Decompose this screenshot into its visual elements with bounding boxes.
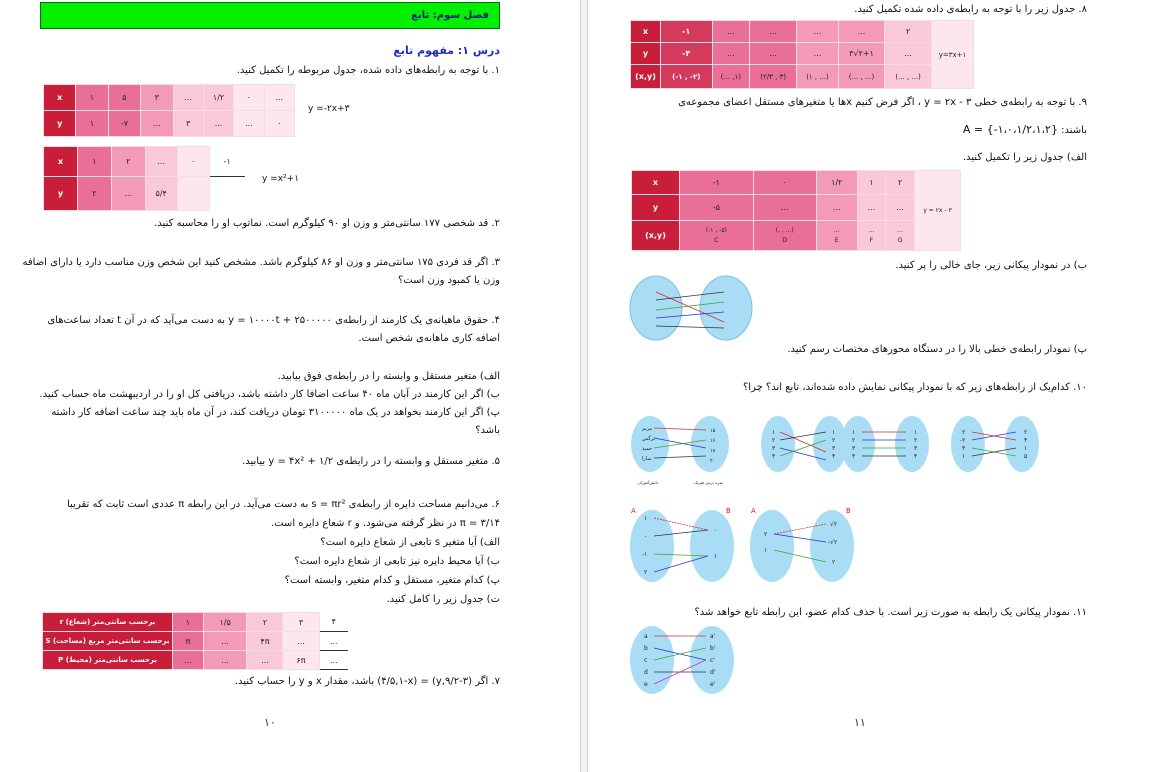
lesson-title: درس ۱: مفهوم تابع [393,44,500,57]
diagram-label: ۴ [772,453,776,460]
table-cell: ۱ [76,111,108,137]
table-cell: -۱ [209,147,245,177]
question-11: ۱۱. نمودار پیکانی یک رابطه به صورت زیر است. با حذف کدام عضو، این رابطه تابع خواهد شد؟ [694,607,1087,618]
page-number: ۱۱ [854,716,866,729]
diagram-label: ۰ [714,527,718,534]
table-cell: ... [111,177,145,211]
question-6-d: ت) جدول زیر را کامل کنید. [386,594,500,605]
table-header-area: S برحسب سانتی‌متر مربع (مساحت) [43,632,173,651]
table-1-equation: y =-۲x+۳ [308,104,350,114]
table-cell: ۴π [247,632,283,651]
question-4-c-line-2: باشد؟ [475,425,500,436]
table-cell: -۵ [680,195,754,221]
diagram-label: ۲ [1024,429,1028,436]
diagram-label: -√۲ [828,539,838,546]
table-cell: (۲/۳ , ۳) [750,65,797,89]
table-cell: ۰ [264,111,294,137]
diagram-label: مریم [642,426,653,432]
diagram-label: ۱ [962,453,966,460]
arrow-diagram-11 [628,622,740,696]
table-header-x: x [631,21,661,43]
diagram-label: ۱ [1024,445,1028,452]
diagram-caption: دانش‌آموزان [638,480,659,485]
set-label-a: A [751,507,756,515]
table-cell: ... [264,85,294,111]
table-cell: ۱ [173,613,204,632]
point-letter: F [869,236,874,244]
table-cell: -۱ [661,21,713,43]
table-cell: (... ,۱) [712,65,750,89]
table-8 [630,20,974,89]
diagram-label: ۴ [832,453,836,460]
table-header-x: x [44,147,78,177]
diagram-label: ۲ [852,437,856,444]
table-cell [209,177,245,211]
diagram-label: ۴ [852,453,856,460]
diagram-label: ۲۰ [710,458,716,464]
diagram-label: ۲ [772,437,776,444]
diagram-label: ۱ [764,547,768,554]
table-cell [816,221,857,251]
arrow-diagram-students [630,410,742,488]
table-cell: ۳ [173,111,203,137]
question-7: ۷. اگر (۳-y,۹/۲) = (۴/۵,۱-x) باشد، مقدار x و y را حساب کنید. [234,676,500,687]
table-cell: ۳ [141,85,173,111]
table-cell: ... [283,632,319,651]
table-cell: ۶π [283,651,319,670]
pair-value: (. , ...) [775,226,794,234]
question-6-b: ب) آیا محیط دایره نیز تابعی از شعاع دایره است؟ [294,556,500,567]
table-cell: ... [173,85,203,111]
table-cell: ... [797,43,838,65]
diagram-label: ۲ [832,559,836,566]
question-9-set: A = {-۱،۰،۱/۲،۱،۲} [962,123,1058,136]
set-label-b: B [846,507,851,515]
diagram-label: ۰ [644,533,648,540]
table-cell: ... [203,632,247,651]
table-cell: ۳√۲+۱ [838,43,885,65]
table-quadratic [43,146,245,211]
table-header-y: y [44,177,78,211]
pair-value: ... [868,226,875,234]
diagram-label: ۱ [644,515,648,522]
diagram-label: d [644,669,648,676]
table-cell: ۱/۲ [816,171,857,195]
question-10: ۱۰. کدام‌یک از رابطه‌های زیر که با نمودار پیکانی نمایش داده شده‌اند، تابع اند؟ چرا؟ [742,382,1087,393]
table-cell: ۰ [753,171,816,195]
question-3-line-1: ۳. اگر قد فردی ۱۷۵ سانتی‌متر و وزن او ۸۶ کیلوگرم باشد. مشخص کنید این شخص وزن مناسب دارد یا دارای اضافه [22,257,500,268]
table-cell [680,221,754,251]
table-cell: ... [319,651,348,670]
question-2: ۲. قد شخصی ۱۷۷ سانتی‌متر و وزن او ۹۰ کیلوگرم است. نماتوب او را محاسبه کنید. [154,218,500,229]
diagram-label: ۲ [962,429,966,436]
diagram-label: ۱۶ [710,438,716,444]
table-cell: (-۱ , -۲) [661,65,713,89]
table-cell: ۱ [77,147,111,177]
table-cell: ... [750,43,797,65]
table-cell: ۰ [234,85,264,111]
question-1: ۱. با توجه به رابطه‌های داده شده، جدول مربوطه را تکمیل کنید. [236,65,500,76]
table-9 [631,170,961,251]
table-cell [177,177,209,211]
question-9-suffix: باشند: [1061,125,1087,136]
diagram-label: e' [710,681,716,688]
table-header-y: y [44,111,76,137]
table-header-radius: r برحسب سانتی‌متر (شعاع) [43,613,173,632]
table-cell: (۱ , ...) [797,65,838,89]
page-gutter [580,0,588,772]
diagram-label: ۱ [852,429,856,436]
question-4-c-line-1: پ) اگر این کارمند بخواهد در یک ماه ۳۱۰۰۰۰۰ تومان دریافت کند، در آن ماه باید چند ساعت اضافه کار داشته [51,407,500,418]
diagram-label: ۳ [852,445,856,452]
table-cell: ... [234,111,264,137]
diagram-label: سارا [642,456,652,462]
diagram-label: c' [710,657,715,664]
table-cell: ۲ [885,21,932,43]
table-cell: ۰ [177,147,209,177]
table-header-perimeter: P برحسب سانتی‌متر (محیط) [43,651,173,670]
table-cell: ... [712,21,750,43]
question-4-a: الف) متغیر مستقل و وابسته را در رابطه‌ی فوق بیابید. [277,371,500,382]
table-header-pair: (x,y) [631,65,661,89]
table-circle [42,612,348,670]
diagram-label: ۱ [714,553,718,560]
table-cell: ... [203,111,233,137]
question-3-line-2: وزن یا کمبود وزن است؟ [397,275,500,286]
table-cell: ... [173,651,204,670]
table-cell: -۷ [108,111,140,137]
diagram-label: حمید [642,446,653,452]
table-cell: ۲ [111,147,145,177]
diagram-label: ۵ [1024,453,1028,460]
table-cell: ۲ [247,613,283,632]
table-cell: ... [319,632,348,651]
table-cell: ... [816,195,857,221]
arrow-diagram-6 [748,500,858,588]
diagram-label: b [644,645,648,652]
table-cell: -۱ [680,171,754,195]
diagram-label: ۲ [832,437,836,444]
table-header-y: y [631,43,661,65]
question-4-b: ب) اگر این کارمند در آبان ماه ۴۰ ساعت اضافا کار داشته باشد، دریافتی کل او را در اردیبهشت ماه حساب کنید. [39,389,500,400]
point-letter: G [897,236,903,244]
diagram-label: نرگس [642,436,655,442]
diagram-label: ۳ [962,445,966,452]
table-cell: ... [141,111,173,137]
question-9-a: الف) جدول زیر را تکمیل کنید. [962,152,1087,163]
left-page [0,0,580,772]
table-cell: ۳ [283,613,319,632]
pair-value: (-۱ , -۵) [705,226,727,234]
diagram-caption: نمره درس فیزیک [694,480,723,485]
arrow-diagram-5 [628,500,738,588]
question-4-line-1: ۴. حقوق ماهیانه‌ی یک کارمند از رابطه‌ی y = ۱۰۰۰۰t + ۲۵۰۰۰۰۰ به دست می‌آید که در آن t تعداد ساعت‌های [47,315,500,326]
point-letter: D [782,236,788,244]
page-number: ۱۰ [264,716,276,729]
table-cell: -۴ [661,43,713,65]
diagram-label: ۴ [914,453,918,460]
table-cell: ... [203,651,247,670]
table-cell: ... [797,21,838,43]
table-9-equation: y = ۲x - ۳ [915,171,961,251]
diagram-label: ۳ [914,445,918,452]
question-9-c: پ) نمودار رابطه‌ی خطی بالا را در دستگاه محورهای مختصات رسم کنید. [787,344,1087,355]
table-cell: ۲ [886,171,915,195]
point-letter: E [834,236,839,244]
arrow-diagram-3 [840,410,938,476]
diagram-label: ۳ [832,445,836,452]
table-cell: ۱/۵ [203,613,247,632]
table-cell: ۱/۲ [203,85,233,111]
diagram-label: ۱ [772,429,776,436]
table-header-y: y [632,195,680,221]
table-cell [886,221,915,251]
diagram-label: ۱۸ [710,448,716,454]
diagram-label: ۱ [832,429,836,436]
pair-value: ... [833,226,840,234]
diagram-label: a' [710,633,716,640]
table-cell: ... [838,21,885,43]
table-header-x: x [44,85,76,111]
table-linear-1 [43,84,295,137]
diagram-label: ۳ [772,445,776,452]
diagram-label: √۲ [830,521,838,528]
table-2-equation: y =x²+۱ [262,174,300,184]
question-9-b: ب) در نمودار پیکانی زیر، جای خالی را پر کنید. [895,260,1087,271]
diagram-label: ۱ [914,429,918,436]
question-5: ۵. متغیر مستقل و وابسته را در رابطه‌ی y = ۴x² + ۱/۲ بیابید. [242,456,500,467]
diagram-label: ۲ [914,437,918,444]
question-8: ۸. جدول زیر را با توجه به رابطه‌ی داده شده تکمیل کنید. [854,4,1087,15]
diagram-label: ۱۵ [710,428,716,434]
table-cell: (... , ...) [885,65,932,89]
pair-value: ... [897,226,904,234]
table-cell: ... [145,147,177,177]
set-label-b: B [726,507,731,515]
question-6-c: پ) کدام متغیر، مستقل و کدام متغیر، وابسته است؟ [284,575,500,586]
diagram-label: ۴ [1024,437,1028,444]
table-cell: (... , ...) [838,65,885,89]
table-cell: ... [247,651,283,670]
arrow-diagram-4 [950,410,1048,476]
chapter-title: فصل سوم: تابع [40,2,500,29]
diagram-label: -۲ [960,437,966,444]
question-4-line-2: اضافه کاری ماهانه‌ی شخص است. [358,333,500,344]
table-cell: ... [753,195,816,221]
right-page [588,0,1161,772]
table-cell: ... [750,21,797,43]
diagram-label: a [644,633,648,640]
table-cell [753,221,816,251]
question-6-line-1: ۶. می‌دانیم مساحت دایره از رابطه‌ی s = πr² به دست می‌آید. در این رابطه π عددی است ثابت که تقریبا [67,499,500,510]
table-cell: ۵ [108,85,140,111]
diagram-label: ۲ [644,569,648,576]
arrow-diagram-q9 [628,272,758,342]
table-cell: ... [886,195,915,221]
table-cell: ۱ [76,85,108,111]
diagram-label: -۱ [642,551,648,558]
table-cell: π [173,632,204,651]
table-cell: ... [857,195,886,221]
question-6-line-2: π = ۳/۱۴ در نظر گرفته می‌شود. و r شعاع دایره است. [270,518,500,529]
question-9-line-1: ۹. با توجه به رابطه‌ی خطی y = ۲x - ۳ ، اگر فرض کنیم xها یا متغیرهای مستقل اعضای مجموعه‌ی [678,97,1087,108]
question-6-a: الف) آیا متغیر s تابعی از شعاع دایره است؟ [320,537,500,548]
point-letter: C [714,236,719,244]
table-cell: ... [712,43,750,65]
table-cell [857,221,886,251]
table-cell: ۲ [77,177,111,211]
table-header-pair: (x,y) [632,221,680,251]
table-cell: ... [885,43,932,65]
table-cell: ۴ [319,613,348,632]
diagram-label: ۲ [764,531,768,538]
table-8-equation: y=۳x+۱ [932,21,974,89]
diagram-label: d' [710,669,716,676]
table-cell: ۵/۴ [145,177,177,211]
set-label-a: A [631,507,636,515]
table-header-x: x [632,171,680,195]
question-9-line-2 [963,123,1087,137]
table-cell: ۱ [857,171,886,195]
diagram-label: b' [710,645,716,652]
diagram-label: c [644,657,648,664]
diagram-label: e [644,681,648,688]
